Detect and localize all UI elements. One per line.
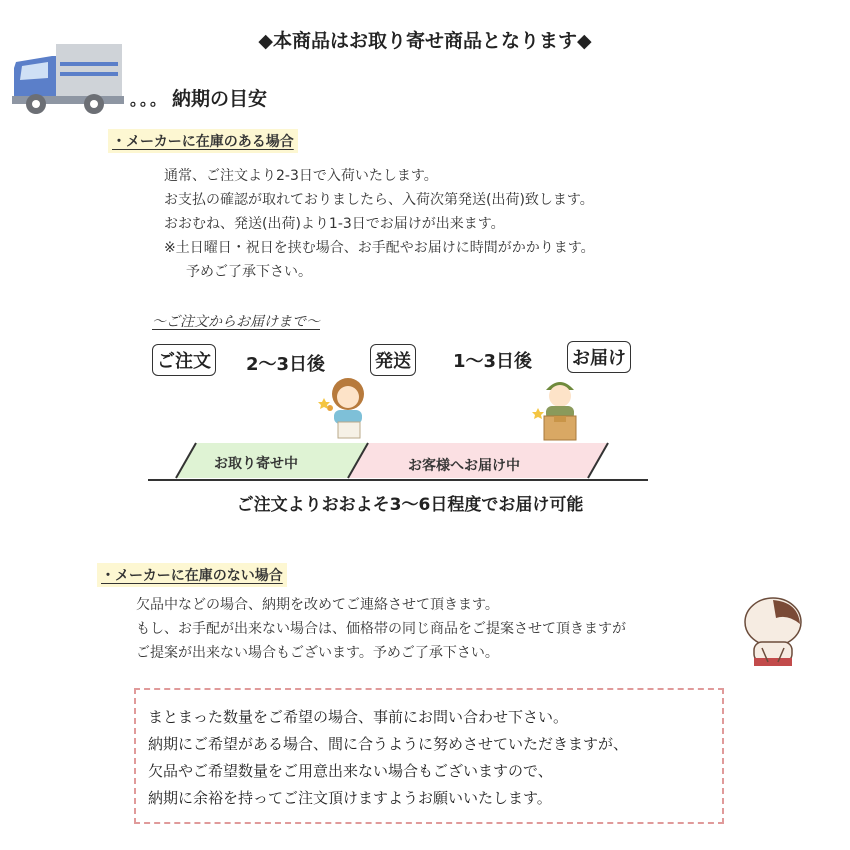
bowing-person-icon <box>740 592 806 672</box>
notice-text <box>148 704 628 812</box>
phase-delivering-label: お客様へお届け中 <box>408 458 520 474</box>
in-stock-line: ※土日曜日・祝日を挟む場合、お手配やお届けに時間がかかります。 <box>164 240 595 256</box>
notice-line: 納期にご希望がある場合、間に合うように努めさせていただきますが、 <box>148 735 629 753</box>
heading-dots: 。。。 <box>130 90 169 109</box>
duration-ship-to-deliver: 1～3日後 <box>453 351 533 372</box>
out-of-stock-label: ・メーカーに在庫のない場合 <box>97 563 287 587</box>
heading-text: 納期の目安 <box>172 88 268 110</box>
out-of-stock-line: 欠品中などの場合、納期を改めてご連絡させて頂きます。 <box>136 597 499 613</box>
in-stock-line: 予めご了承下さい。 <box>186 264 312 280</box>
in-stock-line: おおむね、発送(出荷)より1-3日でお届けが出来ます。 <box>164 216 505 232</box>
in-stock-line: お支払の確認が取れておりましたら、入荷次第発送(出荷)致します。 <box>164 192 594 208</box>
notice-line: 欠品やご希望数量をご用意出来ない場合もございますので、 <box>148 762 553 780</box>
flow-title: ～ご注文からお届けまで～ <box>152 314 320 330</box>
step-deliver-badge: お届け <box>567 341 631 373</box>
delivery-estimate-heading <box>130 84 267 111</box>
delivery-truck-icon <box>12 42 124 118</box>
step-order-badge: ご注文 <box>152 344 216 376</box>
in-stock-label: ・メーカーに在庫のある場合 <box>108 129 298 153</box>
in-stock-line: 通常、ご注文より2-3日で入荷いたします。 <box>164 168 438 184</box>
out-of-stock-text <box>136 593 626 665</box>
duration-order-to-ship: 2～3日後 <box>246 354 326 375</box>
in-stock-text <box>164 164 595 284</box>
shop-staff-icon <box>318 372 378 440</box>
phase-procuring-label: お取り寄せ中 <box>214 456 298 472</box>
courier-icon <box>532 372 588 442</box>
notice-line: 納期に余裕を持ってご注文頂けますようお願いいたします。 <box>148 789 552 807</box>
notice-line: まとまった数量をご希望の場合、事前にお問い合わせ下さい。 <box>148 708 569 726</box>
step-ship-badge: 発送 <box>370 344 416 376</box>
delivery-summary: ご注文よりおおよそ3～6日程度でお届け可能 <box>236 495 584 515</box>
out-of-stock-line: ご提案が出来ない場合もございます。予めご了承下さい。 <box>136 645 499 661</box>
page-title: ◆本商品はお取り寄せ商品となります◆ <box>258 30 592 52</box>
out-of-stock-line: もし、お手配が出来ない場合は、価格帯の同じ商品をご提案させて頂きますが <box>136 621 626 637</box>
